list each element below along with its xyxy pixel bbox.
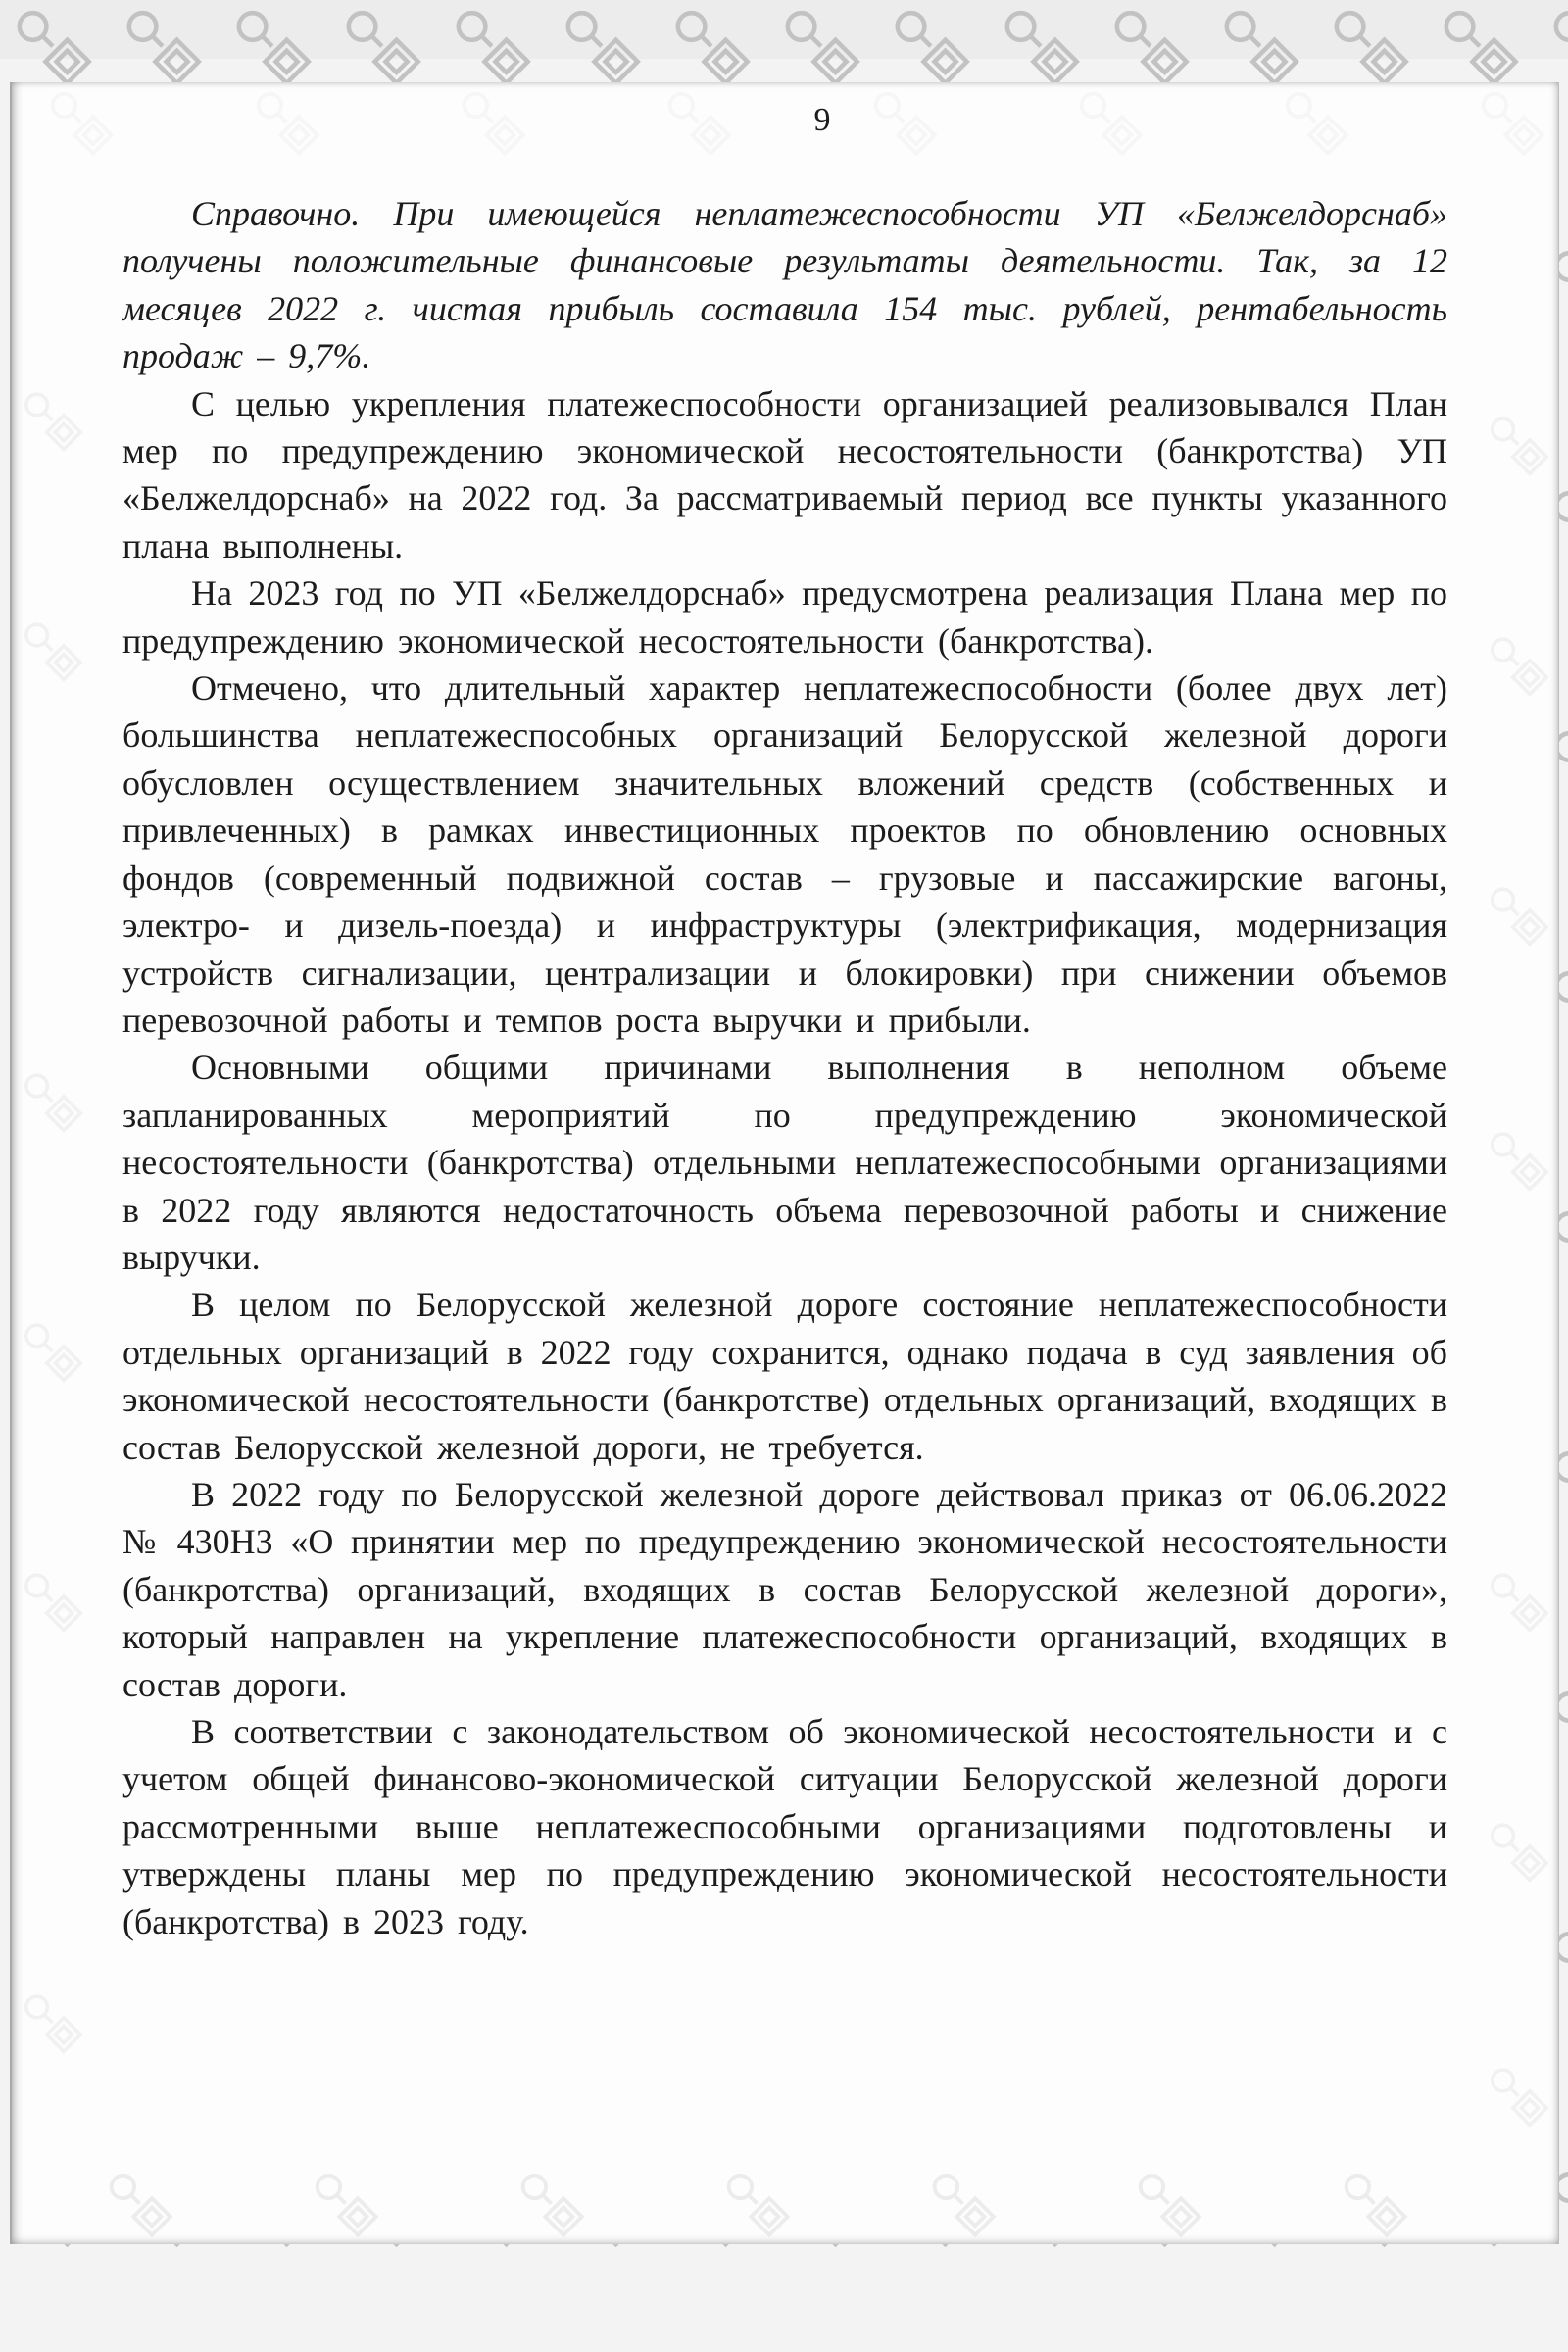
ornament-icon [16, 617, 86, 688]
ornament-icon [1482, 1127, 1552, 1198]
ornament-icon [1335, 2168, 1411, 2244]
ornament-icon [923, 2168, 1000, 2244]
ornament-icon [1482, 1818, 1552, 1888]
page-number: 9 [813, 102, 831, 138]
ornament-icon [16, 1568, 86, 1639]
paragraph-1: Справочно. При имеющейся неплатежеспособности УП «Белжелдорснаб» получены положительные финансовые результаты деятельности. Так, за 12 месяцев 2022 г. чистая прибыль составила 154 тыс. рублей, рентабельность продаж – 9,7%. [122, 194, 1447, 376]
ornament-icon [16, 1068, 86, 1139]
ornament-icon [717, 2168, 794, 2244]
paragraph-2: С целью укрепления платежеспособности организацией реализовывался План мер по предупреждению экономической несостоятельности (банкротства) УП «Белжелдорснаб» на 2022 год. За рассматриваемый период все пункты указанного плана выполнены. [122, 383, 1447, 565]
ornament-icon [1482, 412, 1552, 482]
ornament-icon [16, 387, 86, 458]
paragraph-7: В 2022 году по Белорусской железной дороге действовал приказ от 06.06.2022 № 430НЗ «О принятии мер по предупреждению экономической несостоятельности (банкротства) организаций, входящих в состав Белорусской железной дороги», который направлен на укрепление платежеспособности организаций, входящих в состав дороги. [122, 1474, 1447, 1704]
paragraph-3: На 2023 год по УП «Белжелдорснаб» предусмотрена реализация Плана мер по предупреждению экономической несостоятельности (банкротства). [122, 573, 1447, 661]
paragraph-4: Отмечено, что длительный характер неплатежеспособности (более двух лет) большинства неплатежеспособных организаций Белорусской железной дороги обусловлен осуществлением значительных вложений средств (собственных и привлеченных) в рамках инвестиционных проектов по обновлению основных фондов (современный подвижной состав – грузовые и пассажирские вагоны, электро- и дизель-поезда) и инфраструктуры (электрификация, модернизация устройств сигнализации, централизации и блокировки) при снижении объемов перевозочной работы и темпов роста выручки и прибыли. [122, 668, 1447, 1040]
ornament-icon [512, 2168, 588, 2244]
document-page [10, 82, 1559, 2244]
ornament-icon [100, 2168, 176, 2244]
ornament-icon [1482, 632, 1552, 703]
page-content [122, 100, 1447, 1945]
ornament-icon [1482, 882, 1552, 953]
paragraph-8: В соответствии с законодательством об экономической несостоятельности и с учетом общей финансово-экономической ситуации Белорусской железной дороги рассмотренными выше неплатежеспособными организациями подготовлены и утверждены планы мер по предупреждению экономической несостоятельности (банкротства) в 2023 году. [122, 1712, 1447, 1941]
ornament-icon [1482, 2063, 1552, 2133]
ornament-icon [1129, 2168, 1205, 2244]
ornament-icon [41, 86, 118, 163]
paragraph-5: Основными общими причинами выполнения в неполном объеме запланированных мероприятий по предупреждению экономической несостоятельности (банкротства) отдельными неплатежеспособными организациями в 2022 году являются недостаточность объема перевозочной работы и снижение выручки. [122, 1048, 1447, 1277]
ornament-icon [16, 1989, 86, 2060]
ornament-icon [1482, 1568, 1552, 1639]
ornament-icon [16, 1318, 86, 1389]
paragraph-6: В целом по Белорусской железной дороге состояние неплатежеспособности отдельных организаций в 2022 году сохранится, однако подача в суд заявления об экономической несостоятельности (банкротстве) отдельных организаций, входящих в состав Белорусской железной дороги, не требуется. [122, 1285, 1447, 1467]
ornament-icon [306, 2168, 382, 2244]
